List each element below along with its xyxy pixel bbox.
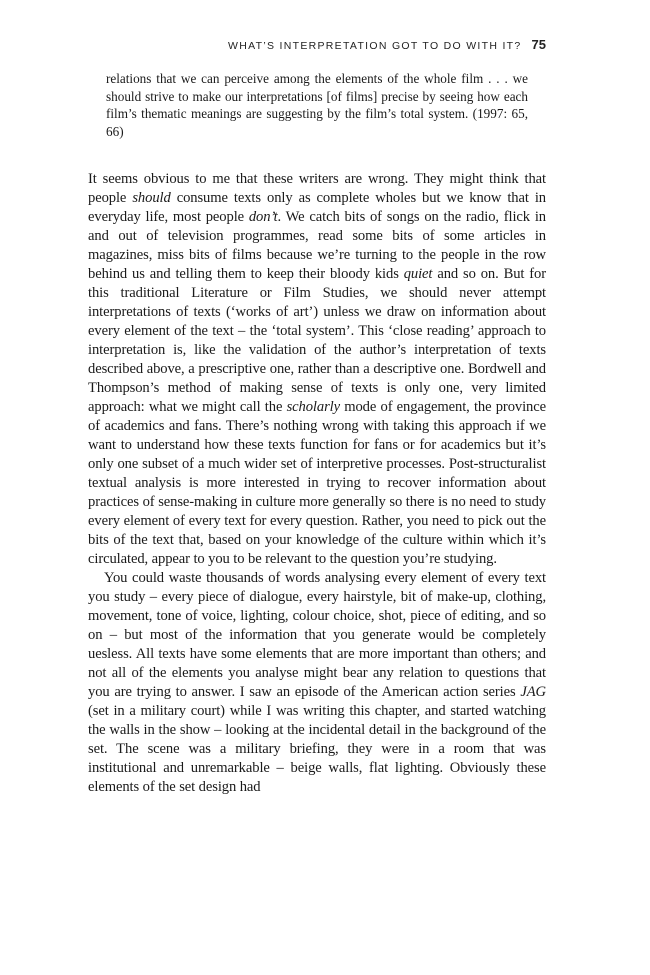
p1-text-5: mode of engagement, the province of academics and fans. There’s nothing wrong with taking this approach if we want to understand how these texts function for fans or for academics but it’s only one subset of a much wider set of interpretive processes. Post-structuralist textual analysis is more interested in trying to recover information about practices of sense-making in culture more generally so there is no need to study every element of every text for every question. Rather, you need to pick out the bits of the text that, based on your knowledge of the culture within which it’s circulated, appear to you to be relevant to the question you’re studying.	[88, 399, 546, 567]
p1-text-1: It seems obvious to me that these writers are wrong. They might think that people	[88, 171, 546, 206]
block-quote: relations that we can perceive among the elements of the whole film . . . we should strive to make our interpretations [of films] precise by seeing how each film’s thematic meanings are suggesting by the film’s total system. (1997: 65, 66)	[106, 71, 528, 139]
p1-text-2: consume texts only as complete wholes but we know that in everyday life, most people	[88, 190, 546, 225]
p1-emphasis-scholarly: scholarly	[286, 399, 340, 415]
p1-text-3: . We catch bits of songs on the radio, flick in and out of television programmes, read some bits of some articles in magazines, miss bits of films because we’re turning to the people in the row behind us and telling them to keep their bloody kids	[88, 209, 546, 282]
paragraph-1	[88, 170, 546, 569]
p1-emphasis-dont: don’t	[248, 209, 278, 225]
paragraph-2	[88, 569, 546, 797]
running-title: WHAT’S INTERPRETATION GOT TO DO WITH IT?	[228, 40, 522, 52]
p1-emphasis-quiet: quiet	[403, 266, 433, 282]
page-number: 75	[531, 37, 546, 52]
p1-emphasis-should: should	[132, 190, 171, 206]
p2-text-2: (set in a military court) while I was writing this chapter, and started watching the walls in the show – looking at the incidental detail in the background of the set. The scene was a military briefing, they were in a room that was institutional and unremarkable – beige walls, flat lighting. Obviously these elements of the set design had	[88, 703, 546, 795]
running-header	[88, 36, 546, 54]
body-text	[88, 170, 546, 797]
p2-emphasis-jag: JAG	[520, 684, 546, 700]
p1-text-4: and so on. But for this traditional Literature or Film Studies, we should never attempt interpretations of texts (‘works of art’) unless we draw on information about every element of the text – the ‘total system’. This ‘close reading’ approach to interpretation is, like the validation of the author’s interpretation of texts described above, a prescriptive one, rather than a descriptive one. Bordwell and Thompson’s method of making sense of texts is only one, very limited approach: what we might call the	[88, 266, 547, 415]
p2-text-1: You could waste thousands of words analysing every element of every text you study – every piece of dialogue, every hairstyle, bit of make-up, clothing, movement, tone of voice, lighting, colour choice, shot, piece of editing, and so on – but most of the information that you generate would be completely uesless. All texts have some elements that are more important than others; and not all of the elements you analyse might bear any relation to questions that you are trying to answer. I saw an episode of the American action series	[88, 570, 546, 700]
